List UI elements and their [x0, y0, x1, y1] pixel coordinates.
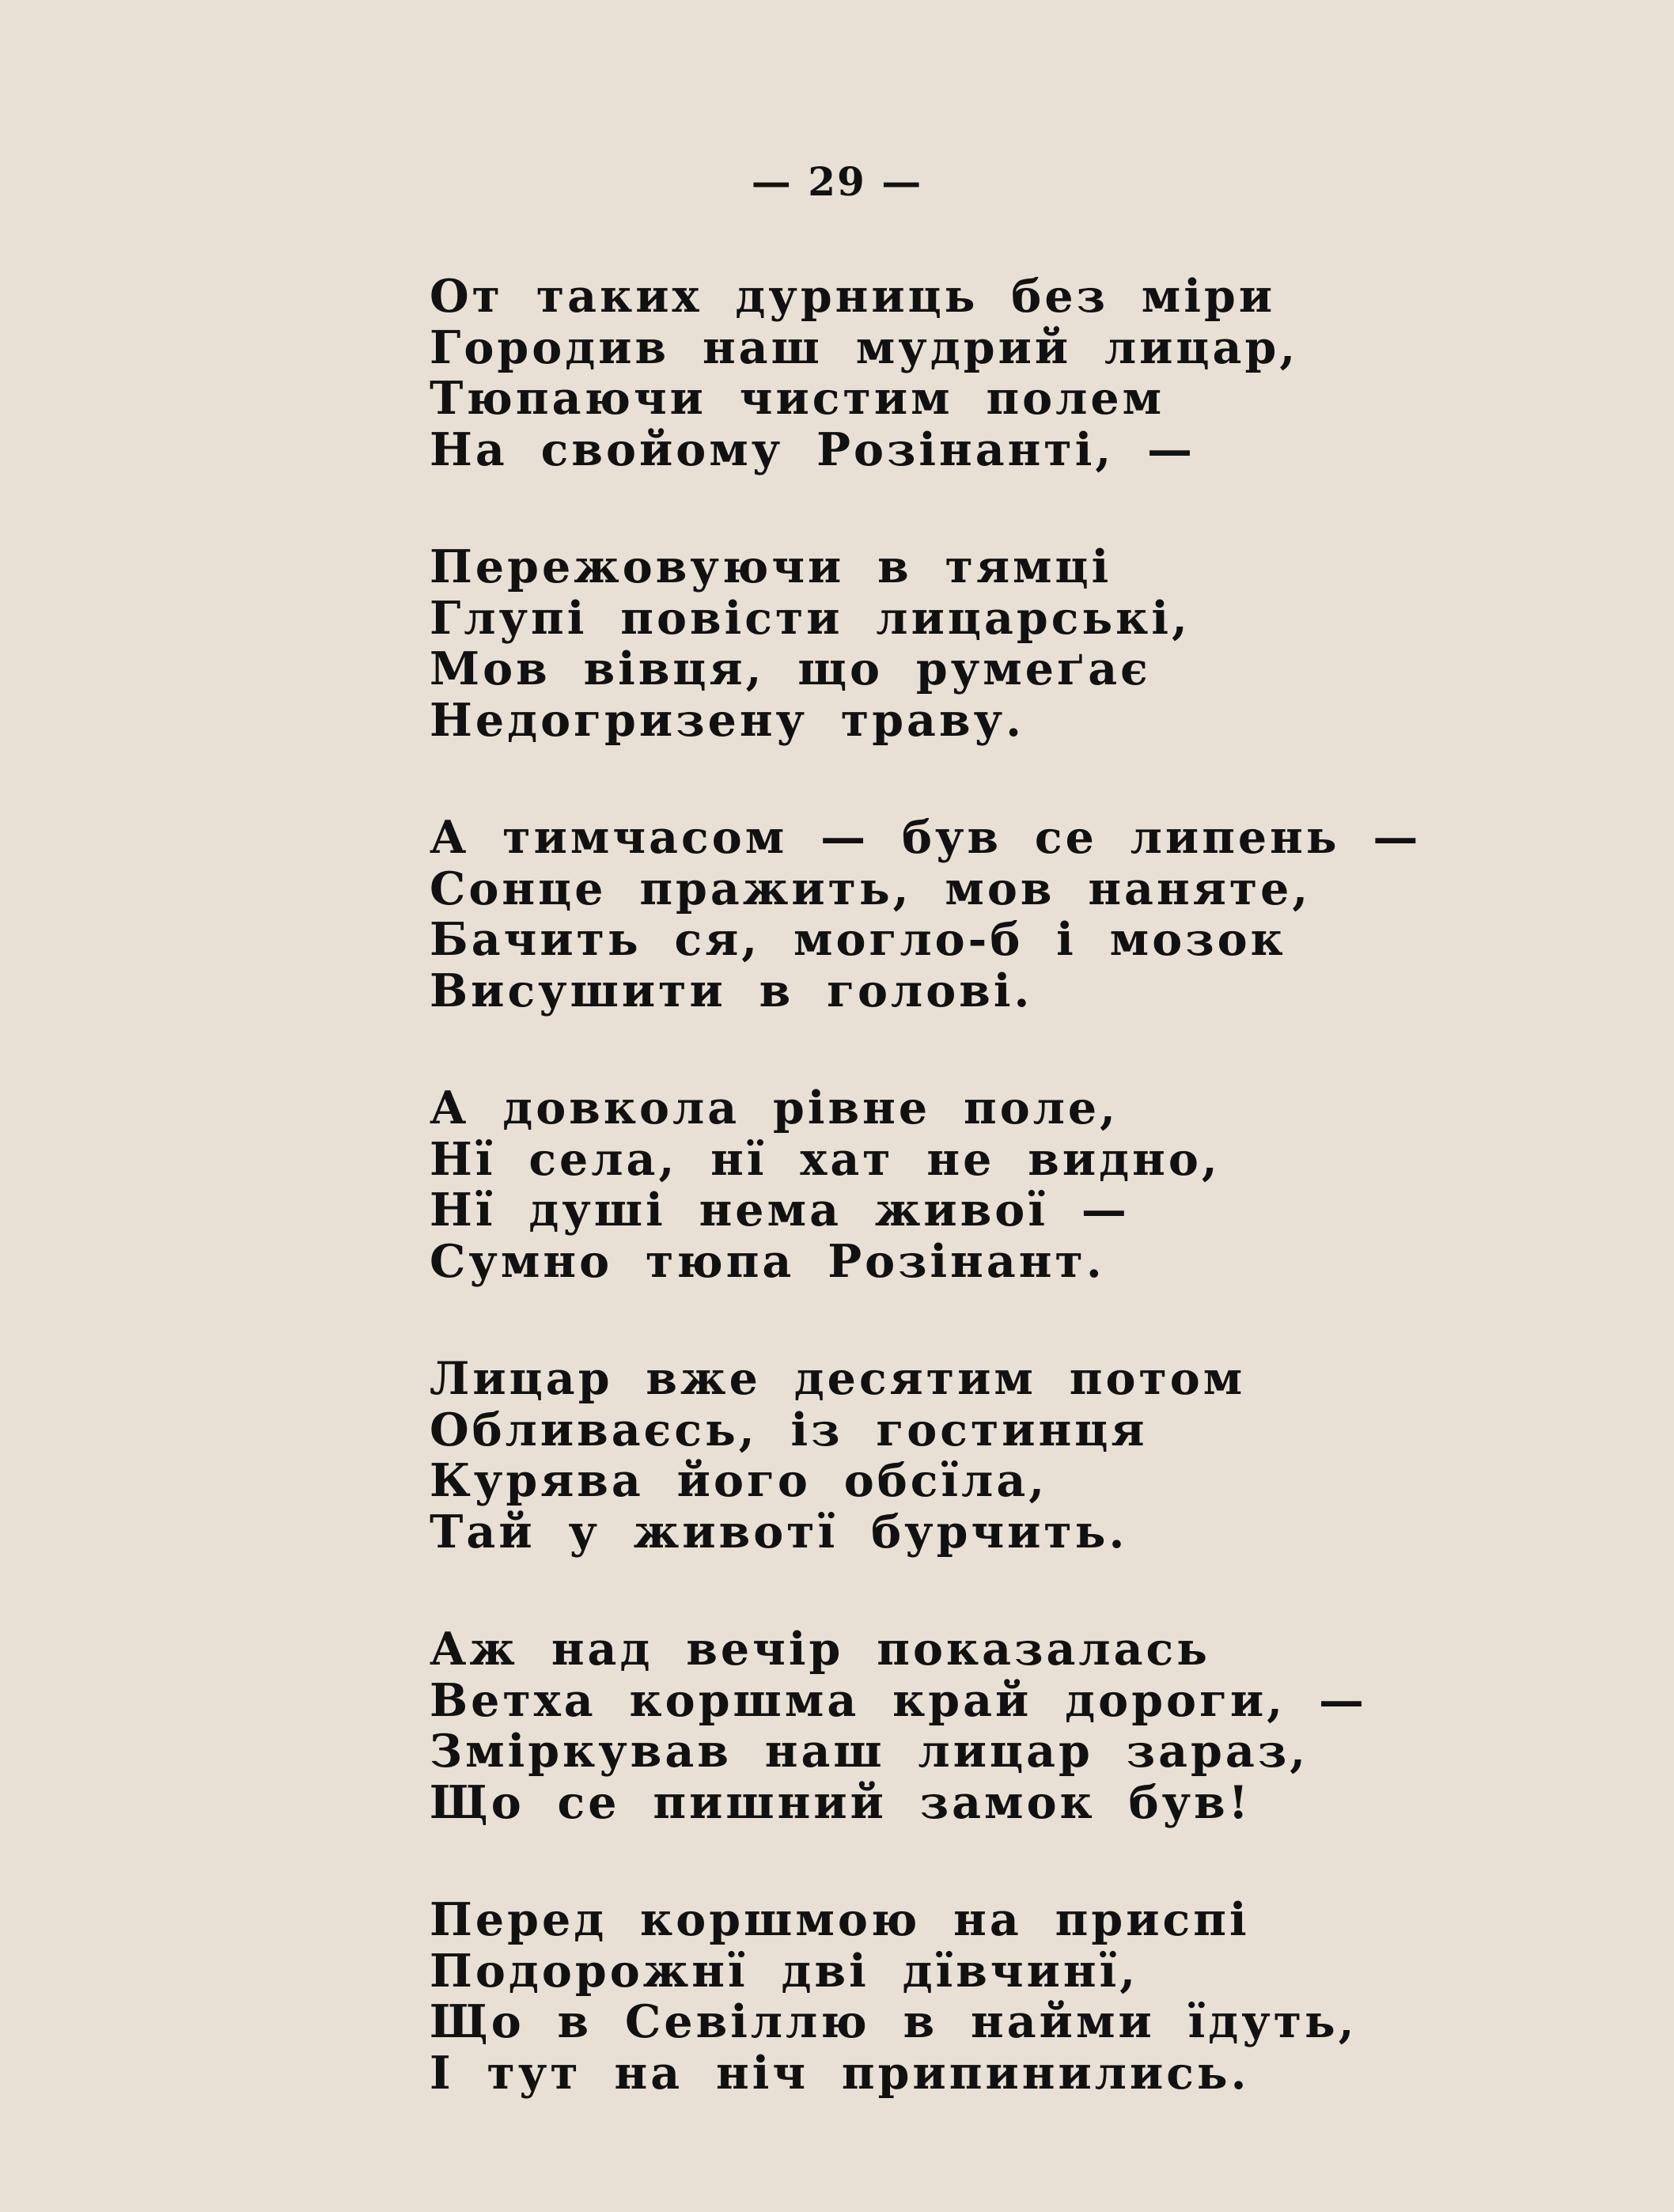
poem-line: Аж над вечір показалась [430, 1623, 1210, 1676]
stanza [430, 1354, 1600, 1558]
poem-line: Сонце пражить, мов наняте, [430, 862, 1312, 915]
poem-line: Сумно тюпа Розінант. [430, 1234, 1105, 1288]
poem-line: Перед коршмою на приспі [430, 1893, 1250, 1946]
poem-line: Що в Севіллю в найми їдуть, [430, 1995, 1358, 2048]
poem-line: Тюпаючи чистим полем [430, 372, 1165, 425]
poem-line: Що се пишний замок був! [430, 1775, 1252, 1829]
poem-line: І тут на ніч припинились. [430, 2046, 1250, 2100]
poem-line: Пережовуючи в тямці [430, 540, 1112, 593]
stanza [430, 542, 1600, 746]
poem-line: Ветха коршма край дороги, — [430, 1673, 1367, 1727]
stanza [430, 1895, 1600, 2099]
poem-line: Курява його обсїла, [430, 1454, 1048, 1507]
stanza [430, 271, 1600, 475]
poem-line: Бачить ся, могло-б і мозок [430, 913, 1286, 966]
poem-line: Нї душі нема живої — [430, 1184, 1130, 1237]
poem-line: Глупі повісти лицарські, [430, 591, 1191, 645]
stanza [430, 1083, 1600, 1287]
poem-line: Лицар вже десятим потом [430, 1352, 1246, 1405]
poem-line: Нї села, нї хат не видно, [430, 1132, 1221, 1186]
page-number: — 29 — [751, 158, 923, 205]
poem-line: От таких дурниць без міри [430, 270, 1276, 323]
poem-line: Городив наш мудрий лицар, [430, 320, 1299, 374]
poem-line: Обливаєсь, із гостинця [430, 1403, 1148, 1456]
poem-line: На свойому Розінанті, — [430, 422, 1196, 476]
poem-line: Зміркував наш лицар зараз, [430, 1725, 1309, 1778]
poem-line: Тай у животї бурчить. [430, 1505, 1128, 1559]
poem-line: А довкола рівне поле, [430, 1081, 1119, 1134]
poem-line: А тимчасом — був се липень — [430, 811, 1422, 864]
poem-line: Недогризену траву. [430, 693, 1024, 747]
poem [430, 271, 1600, 2099]
stanza [430, 812, 1600, 1017]
poem-line: Подорожнї дві дївчинї, [430, 1944, 1139, 1998]
poem-line: Висушити в голові. [430, 964, 1033, 1017]
stanza [430, 1624, 1600, 1828]
poem-line: Мов вівця, що румеґає [430, 642, 1151, 695]
